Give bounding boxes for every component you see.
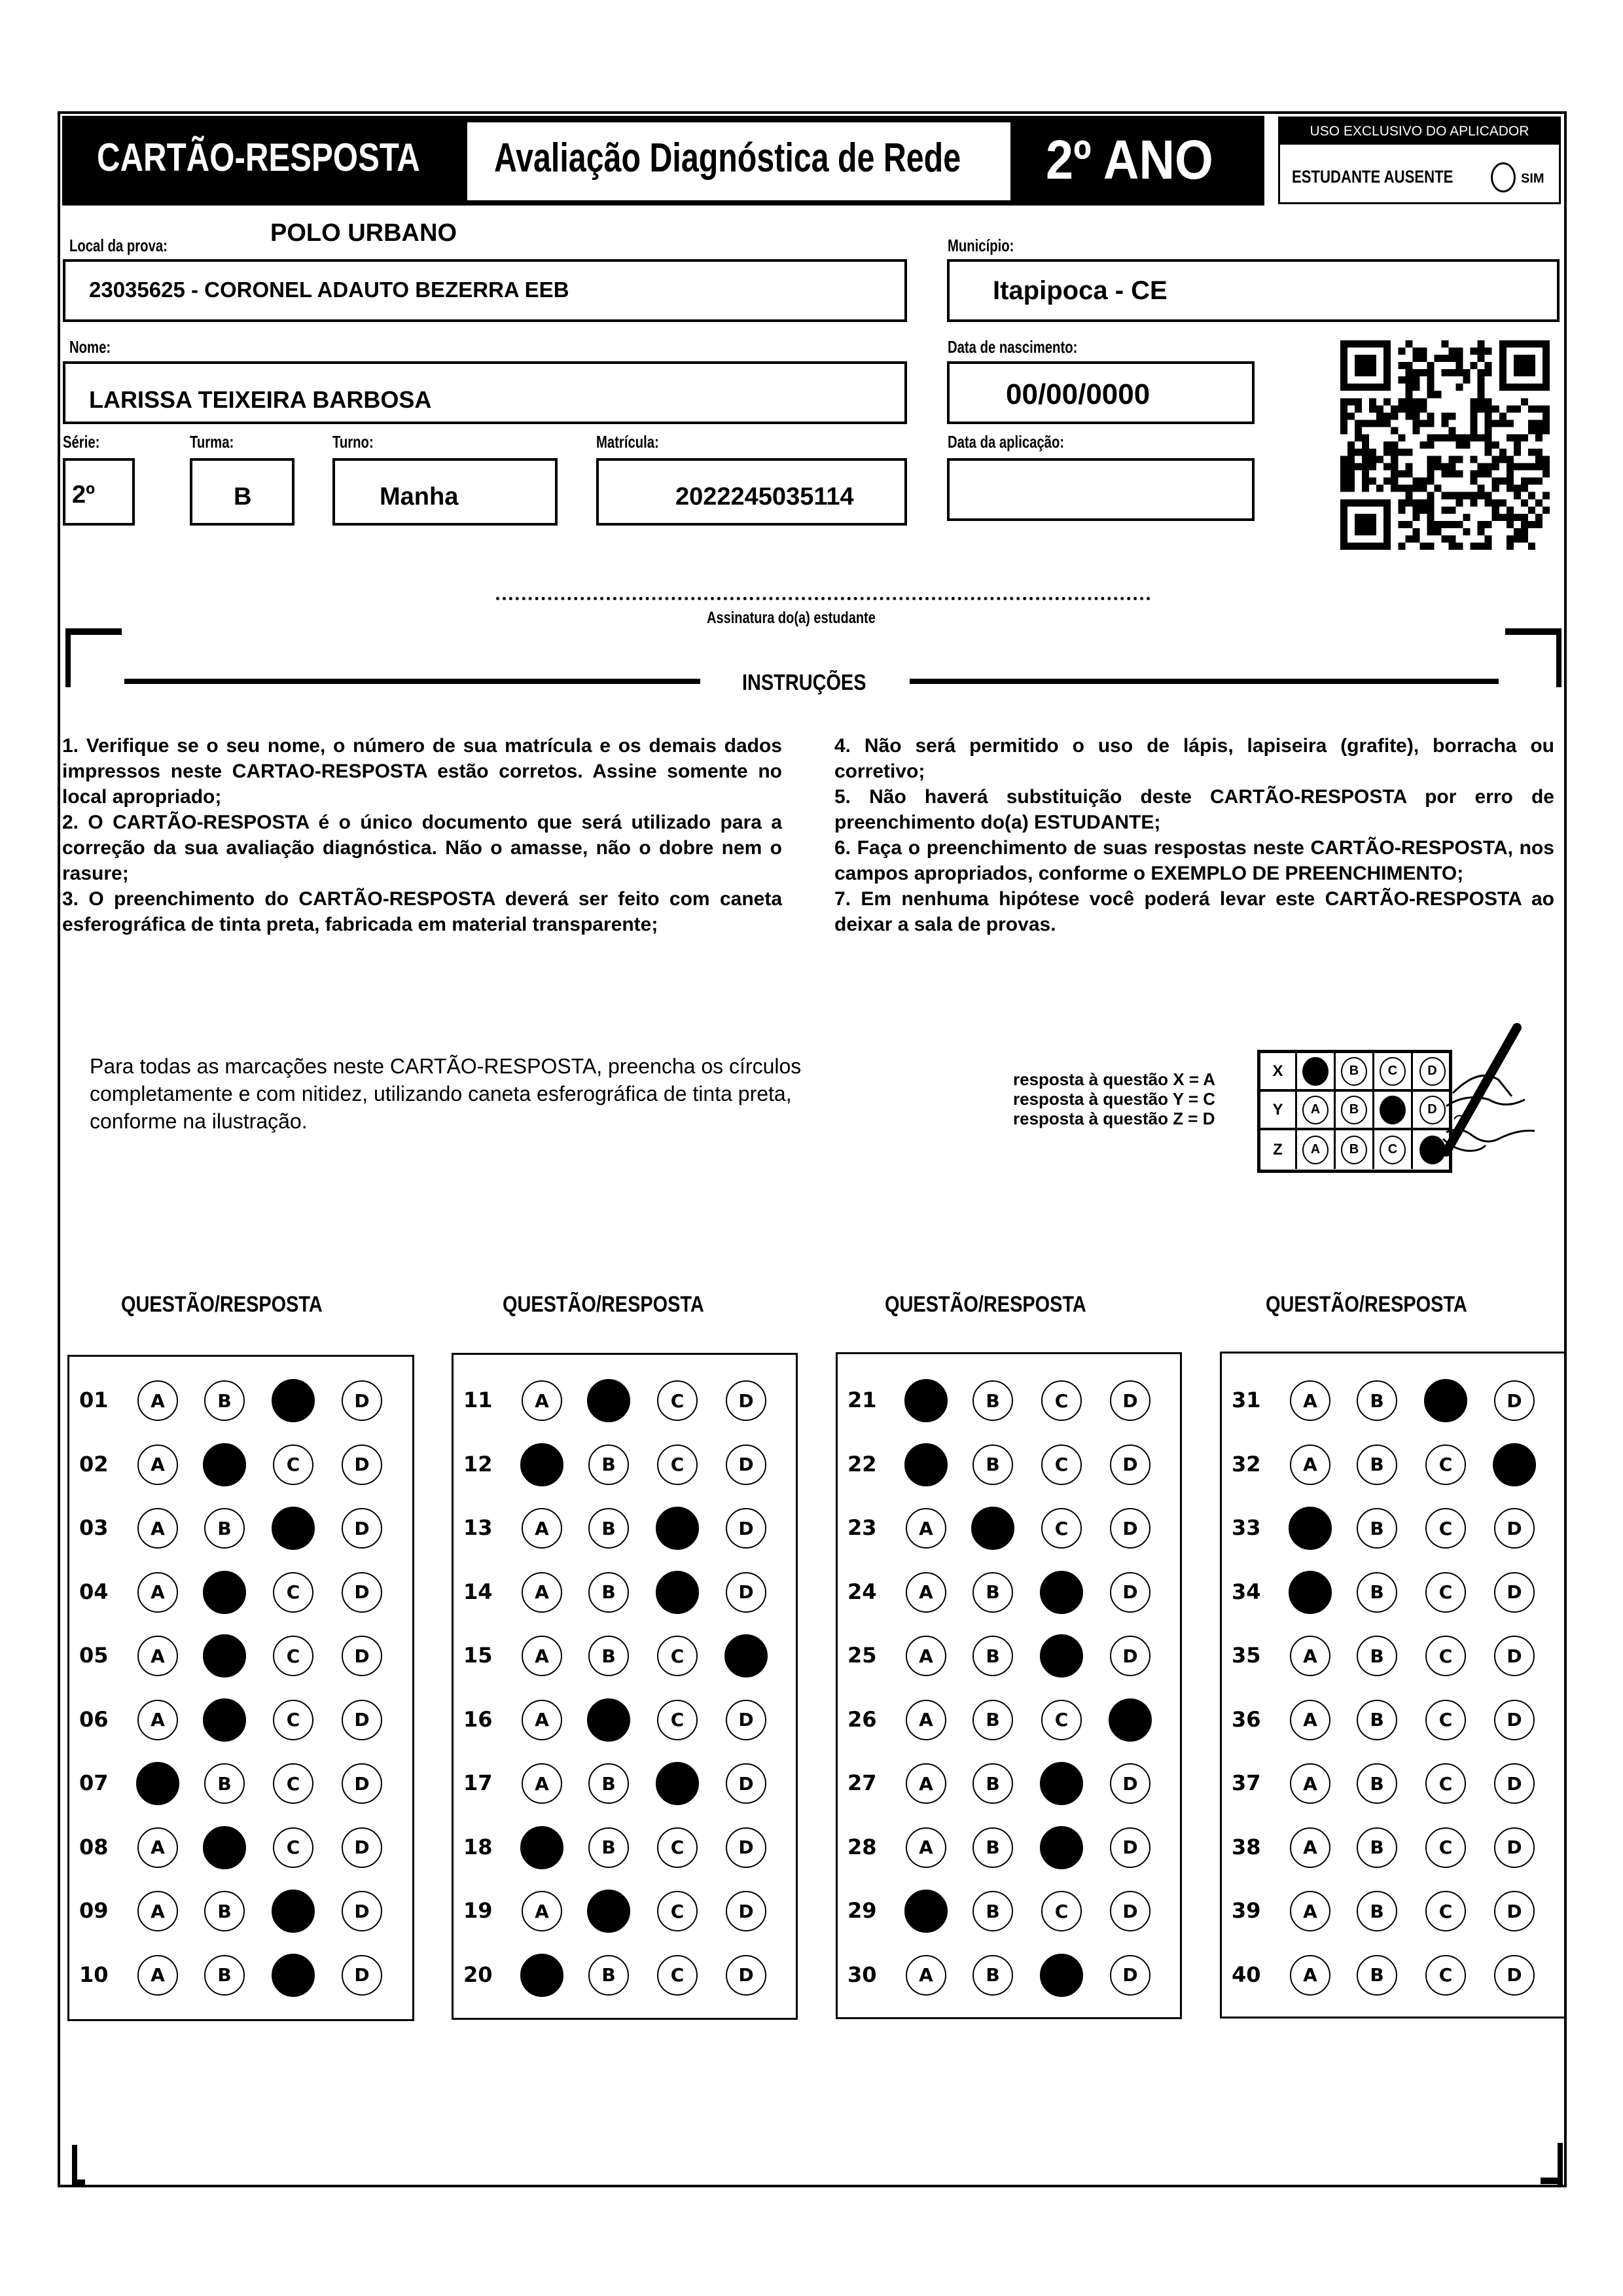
question-number: 35 (1232, 1643, 1261, 1668)
answer-bubble[interactable]: A (137, 1572, 178, 1613)
answer-bubble[interactable]: D (1110, 1508, 1150, 1549)
answer-bubble-filled[interactable] (203, 1571, 246, 1614)
example-row-label: Z (1260, 1130, 1297, 1169)
hand-pen-icon (1407, 1021, 1538, 1185)
question-number: 12 (463, 1451, 493, 1477)
question-number: 06 (79, 1706, 109, 1732)
answer-bubble[interactable]: D (1494, 1700, 1535, 1740)
answer-bubble-filled[interactable] (203, 1443, 246, 1486)
serie-label: Série: (63, 432, 100, 452)
answer-bubble[interactable]: C (273, 1444, 313, 1485)
answer-bubble[interactable]: B (588, 1572, 629, 1613)
question-number: 07 (79, 1770, 109, 1795)
question-number: 39 (1232, 1898, 1261, 1923)
answer-bubble[interactable]: D (342, 1508, 382, 1549)
absent-label: ESTUDANTE AUSENTE (1292, 167, 1454, 187)
example-bubble: B (1341, 1057, 1367, 1086)
answer-bubble-filled[interactable] (971, 1507, 1014, 1550)
answer-bubble[interactable]: B (588, 1763, 629, 1804)
column-header-1: QUESTÃO/RESPOSTA (121, 1292, 323, 1317)
corner-mark-top-left (65, 628, 122, 635)
answer-bubble[interactable]: A (137, 1891, 178, 1931)
answer-bubble[interactable]: C (657, 1700, 698, 1740)
turno-value: Manha (380, 483, 459, 511)
question-number: 37 (1232, 1770, 1261, 1795)
answer-bubble[interactable]: B (1357, 1891, 1397, 1931)
turma-label: Turma: (190, 432, 234, 452)
answer-bubble[interactable]: B (1357, 1700, 1397, 1740)
answer-bubble[interactable]: C (1041, 1508, 1082, 1549)
local-label: Local da prova: (69, 236, 168, 255)
instruction-2: 2. O CARTÃO-RESPOSTA é o único documento que será utilizado para a correção da sua avaliação diagnóstica. Não o amasse, não o dobre nem o rasure; (62, 812, 782, 884)
answer-bubble-filled[interactable] (272, 1954, 315, 1997)
answer-bubble[interactable]: B (204, 1763, 245, 1804)
answer-bubble-filled[interactable] (272, 1507, 315, 1550)
answer-bubble[interactable]: D (726, 1700, 766, 1740)
answer-bubble[interactable]: D (342, 1700, 382, 1740)
answer-bubble-filled[interactable] (520, 1954, 563, 1997)
answer-bubble[interactable]: B (972, 1700, 1013, 1740)
question-number: 22 (847, 1451, 877, 1477)
question-number: 34 (1232, 1579, 1261, 1604)
answer-bubble[interactable]: C (273, 1763, 313, 1804)
question-number: 10 (79, 1962, 109, 1987)
answer-bubble[interactable]: C (657, 1891, 698, 1931)
answer-bubble[interactable]: C (273, 1572, 313, 1613)
answer-bubble[interactable]: C (1041, 1700, 1082, 1740)
example-legend-y: resposta à questão Y = C (1013, 1089, 1216, 1109)
signature-line[interactable] (496, 597, 1150, 600)
answer-bubble[interactable]: C (657, 1827, 698, 1868)
answer-bubble[interactable]: D (1110, 1636, 1150, 1676)
answer-bubble[interactable]: A (137, 1380, 178, 1421)
answer-bubble[interactable]: A (1290, 1827, 1330, 1868)
answer-bubble[interactable]: B (204, 1508, 245, 1549)
answer-bubble-filled[interactable] (1109, 1698, 1152, 1742)
answer-bubble[interactable]: D (342, 1572, 382, 1613)
answer-bubble[interactable]: B (972, 1636, 1013, 1676)
answer-bubble[interactable]: D (1494, 1955, 1535, 1996)
answer-bubble[interactable]: C (1425, 1827, 1466, 1868)
question-number: 27 (847, 1770, 877, 1795)
instructions-left (62, 733, 782, 937)
answer-bubble-filled[interactable] (272, 1379, 315, 1422)
answer-bubble[interactable]: B (1357, 1444, 1397, 1485)
qr-code-icon (1340, 340, 1550, 550)
question-number: 14 (463, 1579, 493, 1604)
absent-option-label: SIM (1521, 171, 1544, 186)
example-bubble-filled (1302, 1057, 1329, 1086)
answer-bubble[interactable]: D (342, 1380, 382, 1421)
answer-bubble[interactable]: A (1290, 1891, 1330, 1931)
answer-bubble[interactable]: B (972, 1827, 1013, 1868)
answer-bubble[interactable]: D (1110, 1444, 1150, 1485)
column-header-3: QUESTÃO/RESPOSTA (885, 1292, 1086, 1317)
question-number: 13 (463, 1515, 493, 1540)
question-number: 16 (463, 1706, 493, 1732)
answer-bubble[interactable]: C (1425, 1891, 1466, 1931)
answer-bubble[interactable]: A (906, 1508, 946, 1549)
answer-bubble[interactable]: A (1290, 1444, 1330, 1485)
nascimento-value: 00/00/0000 (1006, 378, 1150, 410)
corner-mark-bottom-right-vertical (1558, 2143, 1563, 2186)
answer-bubble[interactable]: D (726, 1572, 766, 1613)
answer-bubble[interactable]: A (522, 1763, 562, 1804)
answer-bubble-filled[interactable] (1493, 1443, 1536, 1486)
answer-bubble[interactable]: D (1494, 1827, 1535, 1868)
answer-bubble[interactable]: A (1290, 1763, 1330, 1804)
answer-bubble-filled[interactable] (520, 1826, 563, 1869)
answer-bubble-filled[interactable] (1040, 1762, 1083, 1805)
question-number: 04 (79, 1579, 109, 1604)
instruction-6: 6. Faça o preenchimento de suas respostas neste CARTÃO-RESPOSTA, nos campos apropriados, conforme o EXEMPLO DE PREENCHIMENTO; (834, 837, 1554, 884)
answer-bubble[interactable]: C (1041, 1444, 1082, 1485)
question-number: 08 (79, 1834, 109, 1859)
answer-bubble[interactable]: B (588, 1508, 629, 1549)
answer-bubble[interactable]: D (1110, 1763, 1150, 1804)
applicator-box-title: USO EXCLUSIVO DO APLICADOR (1280, 118, 1559, 145)
answer-bubble[interactable]: D (1494, 1636, 1535, 1676)
question-number: 15 (463, 1643, 493, 1668)
answer-bubble[interactable]: D (726, 1891, 766, 1931)
answer-bubble[interactable]: B (972, 1763, 1013, 1804)
answer-bubble[interactable]: A (906, 1636, 946, 1676)
answer-bubble-filled[interactable] (136, 1762, 179, 1805)
answer-bubble[interactable]: B (972, 1572, 1013, 1613)
municipio-label: Município: (948, 236, 1014, 255)
example-bubble: B (1341, 1136, 1367, 1164)
nome-label: Nome: (69, 337, 111, 357)
answer-bubble[interactable]: A (906, 1763, 946, 1804)
answer-bubble[interactable]: B (1357, 1508, 1397, 1549)
serie-value: 2º (72, 481, 96, 509)
question-number: 30 (847, 1962, 877, 1987)
answer-bubble[interactable]: B (972, 1380, 1013, 1421)
example-bubble: A (1302, 1136, 1329, 1164)
local-group: POLO URBANO (270, 219, 457, 247)
answer-bubble[interactable]: D (726, 1444, 766, 1485)
answer-bubble[interactable]: C (1041, 1891, 1082, 1931)
answer-bubble[interactable]: A (1290, 1700, 1330, 1740)
answer-bubble[interactable]: A (522, 1891, 562, 1931)
answer-bubble[interactable]: B (204, 1380, 245, 1421)
answer-bubble-filled[interactable] (1040, 1954, 1083, 1997)
answer-bubble[interactable]: C (273, 1700, 313, 1740)
example-row-label: X (1260, 1053, 1297, 1089)
answer-bubble-filled[interactable] (904, 1443, 948, 1486)
question-number: 21 (847, 1388, 877, 1412)
answer-bubble[interactable]: B (1357, 1827, 1397, 1868)
answer-bubble-filled[interactable] (724, 1634, 768, 1677)
question-number: 38 (1232, 1834, 1261, 1859)
answer-bubble[interactable]: B (588, 1444, 629, 1485)
answer-bubble[interactable]: A (137, 1508, 178, 1549)
answer-bubble[interactable]: A (137, 1955, 178, 1996)
instruction-7: 7. Em nenhuma hipótese você poderá levar este CARTÃO-RESPOSTA ao deixar a sala de provas. (834, 888, 1554, 935)
example-bubble-filled (1380, 1096, 1406, 1124)
question-number: 11 (463, 1388, 493, 1412)
answer-bubble[interactable]: D (1494, 1763, 1535, 1804)
question-number: 17 (463, 1770, 493, 1795)
answer-bubble[interactable]: B (588, 1827, 629, 1868)
instructions-rule-left (124, 679, 700, 684)
answer-bubble[interactable]: A (1290, 1955, 1330, 1996)
nome-value: LARISSA TEIXEIRA BARBOSA (89, 386, 432, 413)
answer-bubble[interactable]: B (972, 1444, 1013, 1485)
municipio-value: Itapipoca - CE (993, 276, 1168, 305)
answer-bubble[interactable]: D (342, 1636, 382, 1676)
answer-bubble-filled[interactable] (203, 1634, 246, 1677)
matricula-label: Matrícula: (596, 432, 659, 452)
question-number: 24 (847, 1579, 877, 1604)
question-number: 09 (79, 1898, 109, 1923)
example-cell (1336, 1130, 1374, 1169)
instruction-4: 4. Não será permitido o uso de lápis, lapiseira (grafite), borracha ou corretivo; (834, 735, 1554, 782)
answer-bubble[interactable]: A (137, 1827, 178, 1868)
answer-bubble[interactable]: B (1357, 1763, 1397, 1804)
example-cell (1336, 1053, 1374, 1089)
example-cell (1297, 1130, 1336, 1169)
column-header-2: QUESTÃO/RESPOSTA (503, 1292, 704, 1317)
question-number: 28 (847, 1834, 877, 1859)
answer-bubble[interactable]: D (1110, 1380, 1150, 1421)
answer-bubble-filled[interactable] (656, 1507, 699, 1550)
card-title: CARTÃO-RESPOSTA (97, 135, 420, 179)
answer-bubble[interactable]: B (1357, 1572, 1397, 1613)
nascimento-label: Data de nascimento: (948, 337, 1078, 357)
answer-bubble[interactable]: D (342, 1955, 382, 1996)
answer-bubble[interactable]: B (588, 1636, 629, 1676)
question-number: 33 (1232, 1515, 1261, 1540)
answer-bubble-filled[interactable] (203, 1826, 246, 1869)
answer-bubble-filled[interactable] (656, 1571, 699, 1614)
instructions-right (834, 733, 1554, 937)
answer-bubble[interactable]: C (1425, 1572, 1466, 1613)
question-number: 02 (79, 1451, 109, 1477)
answer-bubble-filled[interactable] (1040, 1634, 1083, 1677)
answer-bubble-filled[interactable] (1040, 1826, 1083, 1869)
answer-bubble[interactable]: C (1425, 1763, 1466, 1804)
answer-bubble[interactable]: D (726, 1827, 766, 1868)
answer-bubble[interactable]: B (1357, 1380, 1397, 1421)
answer-bubble-filled[interactable] (1289, 1571, 1332, 1614)
answer-bubble-filled[interactable] (1040, 1571, 1083, 1614)
answer-bubble-filled[interactable] (1424, 1379, 1467, 1422)
answer-bubble[interactable]: D (1494, 1380, 1535, 1421)
example-bubble: D (1419, 1096, 1446, 1124)
matricula-value: 2022245035114 (675, 483, 854, 511)
question-number: 25 (847, 1643, 877, 1668)
answer-bubble[interactable]: D (342, 1891, 382, 1931)
question-number: 31 (1232, 1388, 1261, 1412)
signature-label: Assinatura do(a) estudante (707, 609, 876, 627)
answer-bubble[interactable]: A (522, 1380, 562, 1421)
example-bubble: C (1380, 1057, 1406, 1086)
question-number: 36 (1232, 1706, 1261, 1732)
answer-bubble[interactable]: D (726, 1955, 766, 1996)
answer-bubble[interactable]: D (726, 1763, 766, 1804)
answer-bubble[interactable]: A (906, 1955, 946, 1996)
answer-bubble[interactable]: D (342, 1763, 382, 1804)
instruction-5: 5. Não haverá substituição deste CARTÃO-RESPOSTA por erro de preenchimento do(a) ESTUDANTE; (834, 786, 1554, 833)
answer-bubble[interactable]: A (522, 1508, 562, 1549)
question-number: 20 (463, 1962, 493, 1987)
turno-label: Turno: (332, 432, 374, 452)
corner-mark-top-left-vertical (65, 628, 71, 687)
instruction-3: 3. O preenchimento do CARTÃO-RESPOSTA deverá ser feito com caneta esferográfica de tinta preta, fabricada em material transparente; (62, 888, 782, 935)
answer-bubble[interactable]: D (1110, 1955, 1150, 1996)
absent-bubble[interactable] (1491, 162, 1516, 192)
corner-mark-bottom-left (72, 2179, 85, 2186)
answer-bubble[interactable]: A (522, 1700, 562, 1740)
answer-bubble-filled[interactable] (587, 1698, 630, 1742)
answer-bubble[interactable]: C (657, 1636, 698, 1676)
answer-bubble-filled[interactable] (587, 1379, 630, 1422)
answer-bubble[interactable]: A (522, 1572, 562, 1613)
answer-bubble[interactable]: C (1425, 1444, 1466, 1485)
example-cell (1297, 1053, 1336, 1089)
fill-instructions: Para todas as marcações neste CARTÃO-RESPOSTA, preencha os círculos completamente e com nitidez, utilizando caneta esferográfica de tinta preta, conforme na ilustração. (90, 1054, 802, 1133)
answer-bubble[interactable]: D (1110, 1572, 1150, 1613)
local-value: 23035625 - CORONEL ADAUTO BEZERRA EEB (89, 278, 569, 302)
answer-bubble[interactable]: A (906, 1827, 946, 1868)
answer-bubble[interactable]: B (1357, 1636, 1397, 1676)
answer-bubble[interactable]: B (588, 1955, 629, 1996)
answer-bubble[interactable]: B (204, 1891, 245, 1931)
answer-bubble[interactable]: C (657, 1955, 698, 1996)
answer-bubble-filled[interactable] (656, 1762, 699, 1805)
answer-bubble[interactable]: C (273, 1827, 313, 1868)
answer-bubble[interactable]: C (1041, 1380, 1082, 1421)
answer-bubble[interactable]: A (906, 1700, 946, 1740)
answer-bubble[interactable]: C (1425, 1955, 1466, 1996)
answer-bubble[interactable]: D (342, 1444, 382, 1485)
answer-bubble[interactable]: B (972, 1891, 1013, 1931)
answer-bubble[interactable]: C (657, 1444, 698, 1485)
answer-bubble[interactable]: A (1290, 1636, 1330, 1676)
example-legend-x: resposta à questão X = A (1013, 1069, 1215, 1089)
answer-bubble[interactable]: D (1494, 1508, 1535, 1549)
question-number: 05 (79, 1643, 109, 1668)
question-number: 32 (1232, 1451, 1261, 1477)
answer-bubble[interactable]: C (1425, 1508, 1466, 1549)
answer-bubble[interactable]: B (1357, 1955, 1397, 1996)
example-legend-z: resposta à questão Z = D (1013, 1109, 1215, 1128)
example-bubble: A (1302, 1096, 1329, 1124)
answer-bubble[interactable]: C (657, 1380, 698, 1421)
question-number: 40 (1232, 1962, 1261, 1987)
answer-bubble[interactable]: B (204, 1955, 245, 1996)
answer-bubble[interactable]: D (1494, 1572, 1535, 1613)
answer-bubble[interactable]: D (1494, 1891, 1535, 1931)
question-number: 26 (847, 1706, 877, 1732)
example-row-label: Y (1260, 1092, 1297, 1128)
example-bubble: D (1419, 1057, 1446, 1086)
answer-bubble-filled[interactable] (203, 1698, 246, 1742)
answer-bubble-filled[interactable] (1289, 1507, 1332, 1550)
answer-bubble[interactable]: D (726, 1380, 766, 1421)
question-number: 18 (463, 1834, 493, 1859)
instruction-1: 1. Verifique se o seu nome, o número de sua matrícula e os demais dados impressos neste CARTAO-RESPOSTA estão corretos. Assine somente no local apropriado; (62, 735, 782, 808)
example-legend (1013, 1069, 1215, 1128)
exam-subtitle: Avaliação Diagnóstica de Rede (494, 135, 961, 181)
question-number: 01 (79, 1388, 109, 1412)
answer-bubble-filled[interactable] (520, 1443, 563, 1486)
answer-bubble-filled[interactable] (904, 1379, 948, 1422)
corner-mark-top-right-vertical (1556, 628, 1561, 687)
corner-mark-top-right (1505, 628, 1561, 635)
aplicacao-label: Data da aplicação: (948, 432, 1065, 452)
answer-bubble[interactable]: D (342, 1827, 382, 1868)
answer-bubble[interactable]: C (1425, 1700, 1466, 1740)
answer-bubble-filled[interactable] (904, 1890, 948, 1933)
question-number: 03 (79, 1515, 109, 1540)
aplicacao-field (947, 458, 1255, 521)
answer-bubble-filled[interactable] (587, 1890, 630, 1933)
example-cell (1336, 1092, 1374, 1128)
answer-bubble[interactable]: A (522, 1636, 562, 1676)
example-cell (1297, 1092, 1336, 1128)
example-bubble: C (1380, 1136, 1406, 1164)
answer-bubble[interactable]: A (1290, 1380, 1330, 1421)
question-number: 29 (847, 1898, 877, 1923)
question-number: 19 (463, 1898, 493, 1923)
answer-bubble[interactable]: D (726, 1508, 766, 1549)
turma-value: B (234, 483, 252, 511)
grade-label: 2º ANO (1046, 129, 1213, 190)
answer-bubble[interactable]: C (273, 1636, 313, 1676)
answer-bubble[interactable]: A (906, 1572, 946, 1613)
answer-bubble[interactable]: B (972, 1955, 1013, 1996)
answer-bubble[interactable]: A (137, 1700, 178, 1740)
answer-bubble[interactable]: D (1110, 1891, 1150, 1931)
answer-bubble[interactable]: A (137, 1444, 178, 1485)
answer-bubble[interactable]: D (1110, 1827, 1150, 1868)
example-bubble: B (1341, 1096, 1367, 1124)
corner-mark-bottom-right (1541, 2178, 1558, 2184)
column-header-4: QUESTÃO/RESPOSTA (1266, 1292, 1467, 1317)
instructions-title: INSTRUÇÕES (742, 670, 866, 695)
answer-bubble[interactable]: A (137, 1636, 178, 1676)
instructions-rule-right (910, 679, 1499, 684)
answer-bubble-filled[interactable] (272, 1890, 315, 1933)
question-number: 23 (847, 1515, 877, 1540)
answer-bubble[interactable]: C (1425, 1636, 1466, 1676)
